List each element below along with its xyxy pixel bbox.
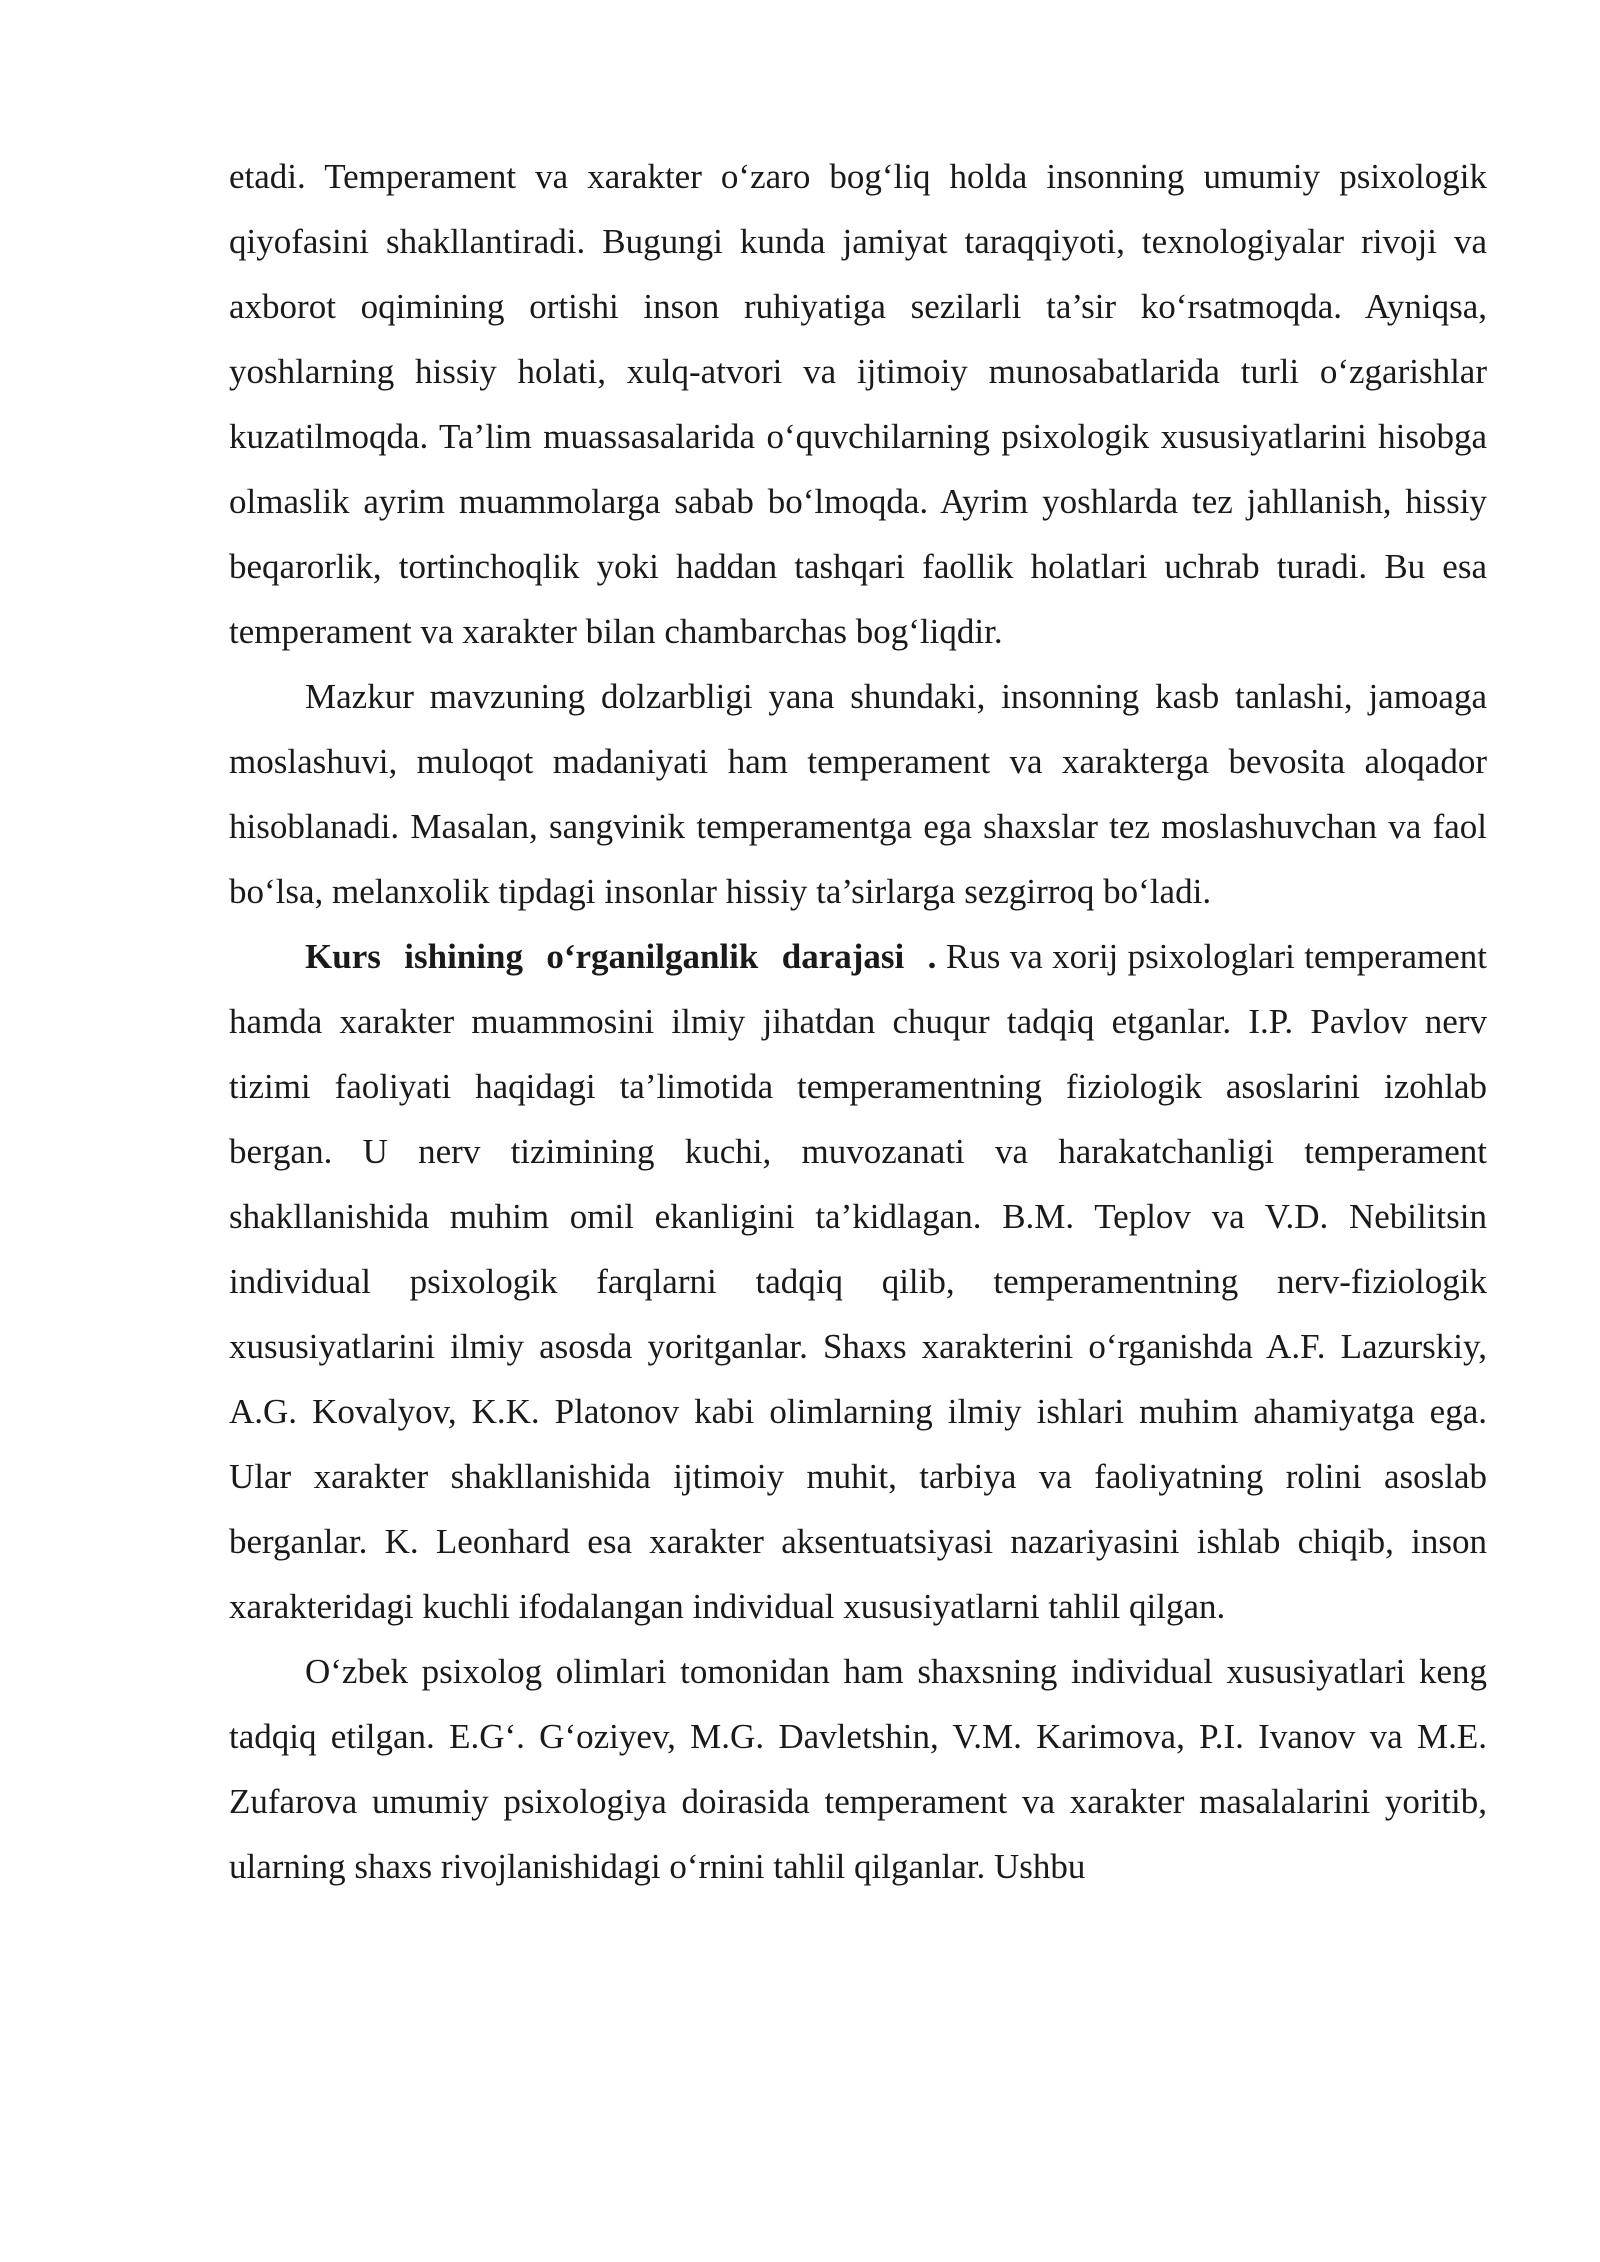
section-heading: Kurs ishining o‘rganilganlik darajasi . <box>305 937 937 976</box>
document-page <box>229 144 1487 1899</box>
paragraph-continuation: etadi. Temperament va xarakter o‘zaro bog‘liq holda insonning umumiy psixologik qiyofasini shakllantiradi. Bugungi kunda jamiyat taraqqiyoti, texnologiyalar rivoji va axborot oqimining ortishi inson ruhiyatiga sezilarli ta’sir ko‘rsatmoqda. Ayniqsa, yoshlarning hissiy holati, xulq-atvori va ijtimoiy munosabatlarida turli o‘zgarishlar kuzatilmoqda. Ta’lim muassasalarida o‘quvchilarning psixologik xususiyatlarini hisobga olmaslik ayrim muammolarga sabab bo‘lmoqda. Ayrim yoshlarda tez jahllanish, hissiy beqarorlik, tortinchoqlik yoki haddan tashqari faollik holatlari uchrab turadi. Bu esa temperament va xarakter bilan chambarchas bog‘liqdir. <box>229 157 1487 651</box>
paragraph-study-level-text: Rus va xorij psixologlari temperament hamda xarakter muammosini ilmiy jihatdan chuqur tadqiq etganlar. I.P. Pavlov nerv tizimi faoliyati haqidagi ta’limotida temperamentning fiziologik asoslarini izohlab bergan. U nerv tizimining kuchi, muvozanati va harakatchanligi temperament shakllanishida muhim omil ekanligini ta’kidlagan. B.M. Teplov va V.D. Nebilitsin individual psixologik farqlarni tadqiq qilib, temperamentning nerv-fiziologik xususiyatlarini ilmiy asosda yoritganlar. Shaxs xarakterini o‘rganishda A.F. Lazurskiy, A.G. Kovalyov, K.K. Platonov kabi olimlarning ilmiy ishlari muhim ahamiyatga ega. Ular xarakter shakllanishida ijtimoiy muhit, tarbiya va faoliyatning rolini asoslab berganlar. K. Leonhard esa xarakter aksentuatsiyasi nazariyasini ishlab chiqib, inson xarakteridagi kuchli ifodalangan individual xususiyatlarni tahlil qilgan. <box>229 937 1487 1626</box>
paragraph-uzbek-scholars: O‘zbek psixolog olimlari tomonidan ham shaxsning individual xususiyatlari keng tadqiq etilgan. E.G‘. G‘oziyev, M.G. Davletshin, V.M. Karimova, P.I. Ivanov va M.E. Zufarova umumiy psixologiya doirasida temperament va xarakter masalalarini yoritib, ularning shaxs rivojlanishidagi o‘rnini tahlil qilganlar. Ushbu <box>229 1652 1487 1886</box>
paragraph-relevance: Mazkur mavzuning dolzarbligi yana shundaki, insonning kasb tanlashi, jamoaga moslashuvi, muloqot madaniyati ham temperament va xarakterga bevosita aloqador hisoblanadi. Masalan, sangvinik temperamentga ega shaxslar tez moslashuvchan va faol bo‘lsa, melanxolik tipdagi insonlar hissiy ta’sirlarga sezgirroq bo‘ladi. <box>229 677 1487 911</box>
paragraph-study-level <box>229 924 1487 1639</box>
